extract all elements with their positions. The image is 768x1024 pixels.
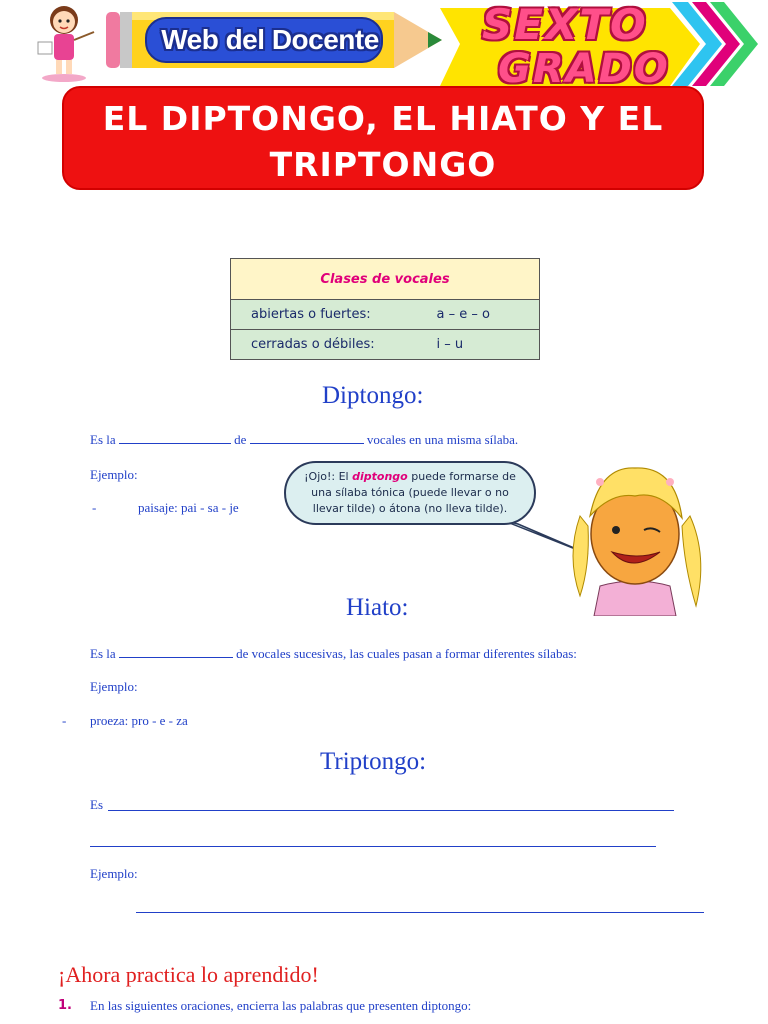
table-heading: Clases de vocales [231, 259, 540, 300]
hiato-example-label: Ejemplo: [90, 679, 138, 694]
diptongo-definition [90, 432, 518, 448]
triptongo-example-label: Ejemplo: [90, 866, 138, 881]
def-start: Es la [90, 432, 116, 447]
practice-heading: ¡Ahora practica lo aprendido! [58, 962, 319, 987]
table-row [231, 300, 540, 330]
title-banner [62, 86, 704, 190]
tip-speech-bubble [284, 461, 536, 525]
blank-line[interactable] [136, 912, 704, 913]
brand-logo-text: Web del Docente [161, 24, 379, 55]
item-instruction: En las siguientes oraciones, encierra las palabras que presenten diptongo: [90, 998, 472, 1013]
item-number: 1. [58, 998, 72, 1013]
table-cell-label: cerradas o débiles: [231, 330, 401, 360]
triptongo-def-start: Es [90, 797, 103, 812]
teacher-mascot-icon [34, 2, 98, 82]
diptongo-example: paisaje: pai - sa - je [138, 500, 239, 515]
blank-line[interactable] [119, 647, 233, 658]
girl-illustration-icon [560, 456, 710, 616]
tip-post: puede formarse de una sílaba tónica (puede llevar o no llevar tilde) o átona (no lleva tilde). [311, 470, 516, 515]
table-cell-value: i – u [401, 330, 540, 360]
grade-line-2: GRADO [498, 46, 670, 86]
def-start: Es la [90, 646, 116, 661]
table-row [231, 330, 540, 360]
def-mid: de [234, 432, 247, 447]
def-end: de vocales sucesivas, las cuales pasan a formar diferentes sílabas: [236, 646, 577, 661]
hiato-example: proeza: pro - e - za [90, 713, 188, 728]
diptongo-heading: Diptongo: [322, 382, 424, 409]
tip-highlight: diptongo [352, 470, 408, 483]
bullet: - [92, 500, 97, 515]
table-cell-label: abiertas o fuertes: [231, 300, 401, 330]
triptongo-heading: Triptongo: [320, 748, 427, 775]
blank-line[interactable] [250, 433, 364, 444]
blank-line[interactable] [90, 846, 656, 847]
tip-pre: ¡Ojo!: El [304, 470, 349, 483]
bullet: - [62, 713, 67, 728]
def-end: vocales en una misma sílaba. [366, 432, 519, 447]
hiato-definition [90, 646, 577, 662]
diptongo-example-label: Ejemplo: [90, 467, 138, 482]
vowel-classes-table [230, 258, 540, 360]
table-cell-value: a – e – o [401, 300, 540, 330]
grade-badge [440, 0, 768, 86]
hiato-heading: Hiato: [346, 594, 409, 621]
blank-line[interactable] [119, 433, 231, 444]
blank-line[interactable] [108, 810, 674, 811]
page-title: EL DIPTONGO, EL HIATO Y EL TRIPTONGO [102, 99, 664, 184]
grade-line-1: SEXTO [482, 0, 648, 49]
